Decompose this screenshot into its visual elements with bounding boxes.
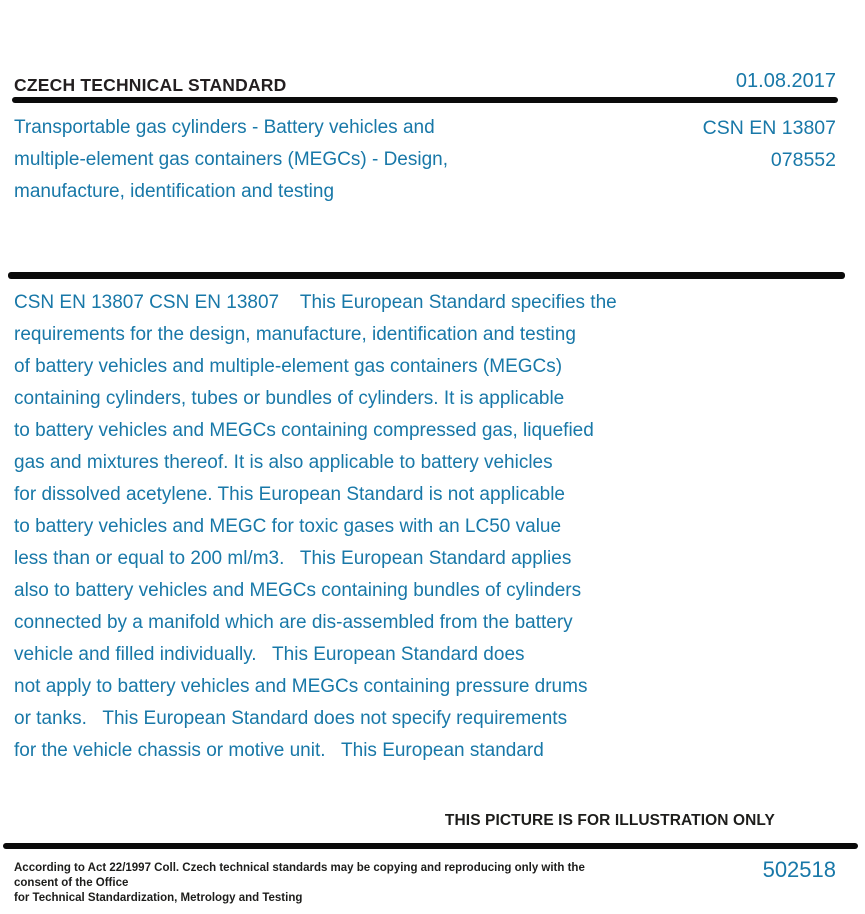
illustration-note: THIS PICTURE IS FOR ILLUSTRATION ONLY [444,812,775,829]
text-line: CSN EN 13807 CSN EN 13807 This European Standard specifies the [14,292,617,313]
text-line: for dissolved acetylene. This European Standard is not applicable [14,484,565,505]
catalog-number: 502518 [762,857,836,882]
issue-date: 01.08.2017 [735,70,836,92]
text-line: According to Act 22/1997 Coll. Czech technical standards may be copying and reproducing only with the consent of the Office [14,862,589,889]
standard-code: CSN EN 13807 [702,117,836,139]
text-line: also to battery vehicles and MEGCs containing bundles of cylinders [14,580,582,601]
section-divider [8,272,845,279]
text-line: multiple-element gas containers (MEGCs) - Design, [14,149,448,170]
footer-divider [3,843,858,849]
standard-class-number: 078552 [770,149,836,171]
text-line: gas and mixtures thereof. It is also applicable to battery vehicles [14,452,553,473]
text-line: less than or equal to 200 ml/m3. This European Standard applies [14,548,572,569]
text-line: of battery vehicles and multiple-element gas containers (MEGCs) [14,356,563,377]
standard-title [14,112,554,208]
text-line: to battery vehicles and MEGC for toxic gases with an LC50 value [14,516,562,537]
standard-abstract [14,287,734,767]
text-line: not apply to battery vehicles and MEGCs containing pressure drums [14,676,588,697]
page-title: CZECH TECHNICAL STANDARD [14,75,287,95]
standard-codes [576,112,836,176]
text-line: to battery vehicles and MEGCs containing compressed gas, liquefied [14,420,594,441]
text-line: for the vehicle chassis or motive unit. This European standard [14,740,544,761]
text-line: for Technical Standardization, Metrology and Testing [14,892,303,904]
text-line: Transportable gas cylinders - Battery vehicles and [14,117,435,138]
text-line: manufacture, identification and testing [14,181,335,202]
text-line: requirements for the design, manufacture, identification and testing [14,324,576,345]
copyright-notice [14,861,614,906]
text-line: or tanks. This European Standard does not specify requirements [14,708,568,729]
text-line: containing cylinders, tubes or bundles of cylinders. It is applicable [14,388,565,409]
text-line: connected by a manifold which are dis-assembled from the battery [14,612,573,633]
text-line: vehicle and filled individually. This European Standard does [14,644,525,665]
header-divider [12,97,838,103]
